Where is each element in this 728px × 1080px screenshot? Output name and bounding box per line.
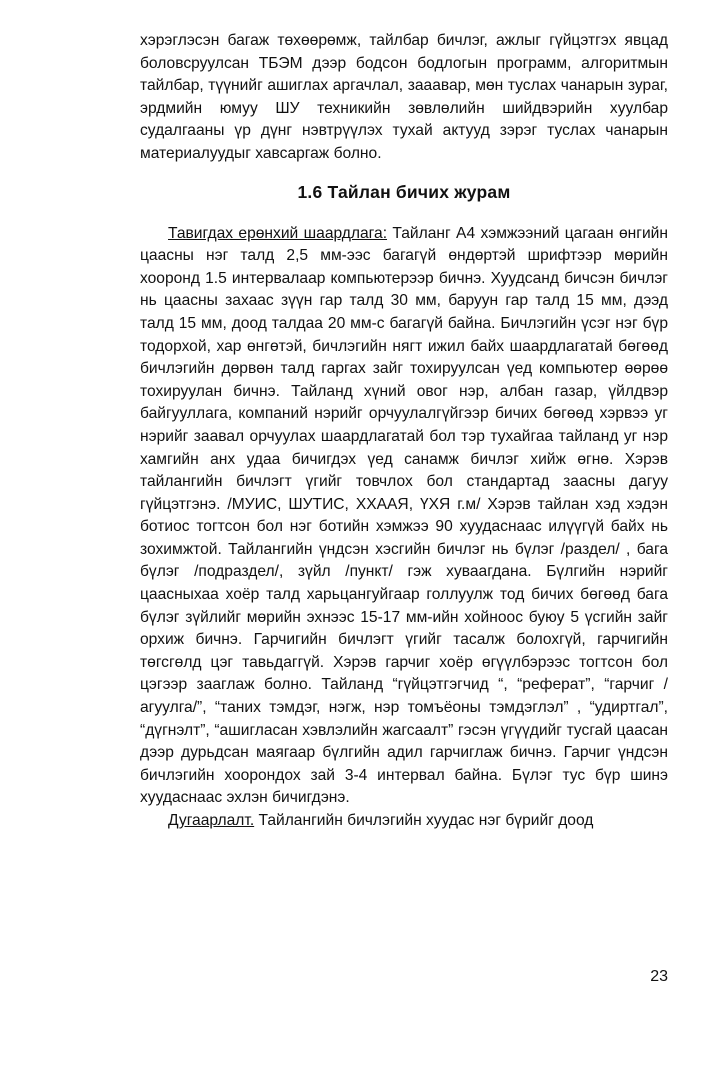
page-number: 23 bbox=[650, 968, 668, 985]
numbering-text: Тайлангийн бичлэгийн хуудас нэг бүрийг доод bbox=[254, 812, 594, 829]
document-page bbox=[140, 30, 668, 1070]
general-requirements-text: Тайланг А4 хэмжээний цагаан өнгийн цаасны нэг талд 2,5 мм-ээс багагүй өндөртэй шрифтээр мөрийн хооронд 1.5 интервалаар компьютерээр бичнэ. Хуудсанд бичсэн бичлэг нь цаасны захаас зүүн гар талд 30 мм, баруун гар талд 15 мм, дээд талд 15 мм, доод талдаа 20 мм-с багагүй байна. Бичлэгийн үсэг нэг бүр тодорхой, хар өнгөтэй, бичлэгийн нягт ижил байх шаардлагатай бөгөөд бичлэгийн дөрвөн талд гаргах зайг тохируулсан үед компьютер өөрөө тохируулан бичнэ. Тайланд хүний овог нэр, албан газар, үйлдвэр байгууллага, компаний нэрийг орчуулалгүйгээр бичих бөгөөд хэрвээ уг нэрийг заавал орчуулах шаардлагатай бол тэр тухайгаа тайланд уг нэр хамгийн анх удаа бичигдэх үед санамж бичлэг хийж өгнө. Хэрэв тайлангийн бичлэгт үгийг товчлох бол стандартад заасны дагуу гүйцэтгэнэ. /МУИС, ШУТИС, ХХААЯ, ҮХЯ г.м/ Хэрэв тайлан хэд хэдэн ботиос тогтсон бол нэг ботийн хэмжээ 90 хуудаснаас илүүгүй байх нь зохимжтой. Тайлангийн үндсэн хэсгийн бичлэг нь бүлэг /раздел/ , бага бүлэг /подраздел/, зүйл /пункт/ гэж хуваагдана. Бүлгийн нэрийг цаасныхаа хоёр талд харьцангуйгаар голлуулж тод бичих бөгөөд бага бүлэг зүйлийг мөрийн эхнээс 15-17 мм-ийн хойноос буюу 5 үсгийн зайг орхиж бичнэ. Гарчигийн бичлэгт үгийг тасалж болохгүй, гарчигийн төгсгөлд цэг тавьдаггүй. Хэрэв гарчиг хоёр өгүүлбэрээс тогтсон бол цэгээр зааглаж болно. Тайланд “гүйцэтгэгчид “, “реферат”, “гарчиг /агуулга/”, “таних тэмдэг, нэгж, нэр томъёоны тэмдэглэл” , “удиртгал”, “дүгнэлт”, “ашигласан хэвлэлийн жагсаалт” гэсэн үгүүдийг тусгай цаасан дээр дурьдсан маягаар бүлгийн адил гарчиглаж бичнэ. Гарчиг үндсэн бичлэгийн хоорондох зай 3-4 интервал байна. Бүлэг тус бүр шинэ хуудаснаас эхлэн бичигдэнэ. bbox=[140, 224, 668, 807]
section-title: 1.6 Тайлан бичих журам bbox=[297, 181, 511, 202]
intro-paragraph: хэрэглэсэн багаж төхөөрөмж, тайлбар бичлэг, ажлыг гүйцэтгэх явцад боловсруулсан ТБЭМ дээр бодсон бодлогын программ, алгоритмын тайлбар, түүнийг ашиглах аргачлал, зааавар, мөн туслах чанарын зураг, эрдмийн юмуу ШУ техникийн зөвлөлийн шийдвэрийн хуулбар судалгааны үр дүнг нэвтрүүлэх тухай актууд зэрэг туслах чанарын материалуудыг хавсаргаж болно. bbox=[140, 32, 668, 162]
general-requirements-label: Тавигдах ерөнхий шаардлага: bbox=[168, 224, 388, 242]
numbering-label: Дугаарлалт. bbox=[168, 812, 255, 829]
numbering-paragraph bbox=[140, 810, 668, 833]
general-requirements-paragraph bbox=[140, 223, 668, 810]
